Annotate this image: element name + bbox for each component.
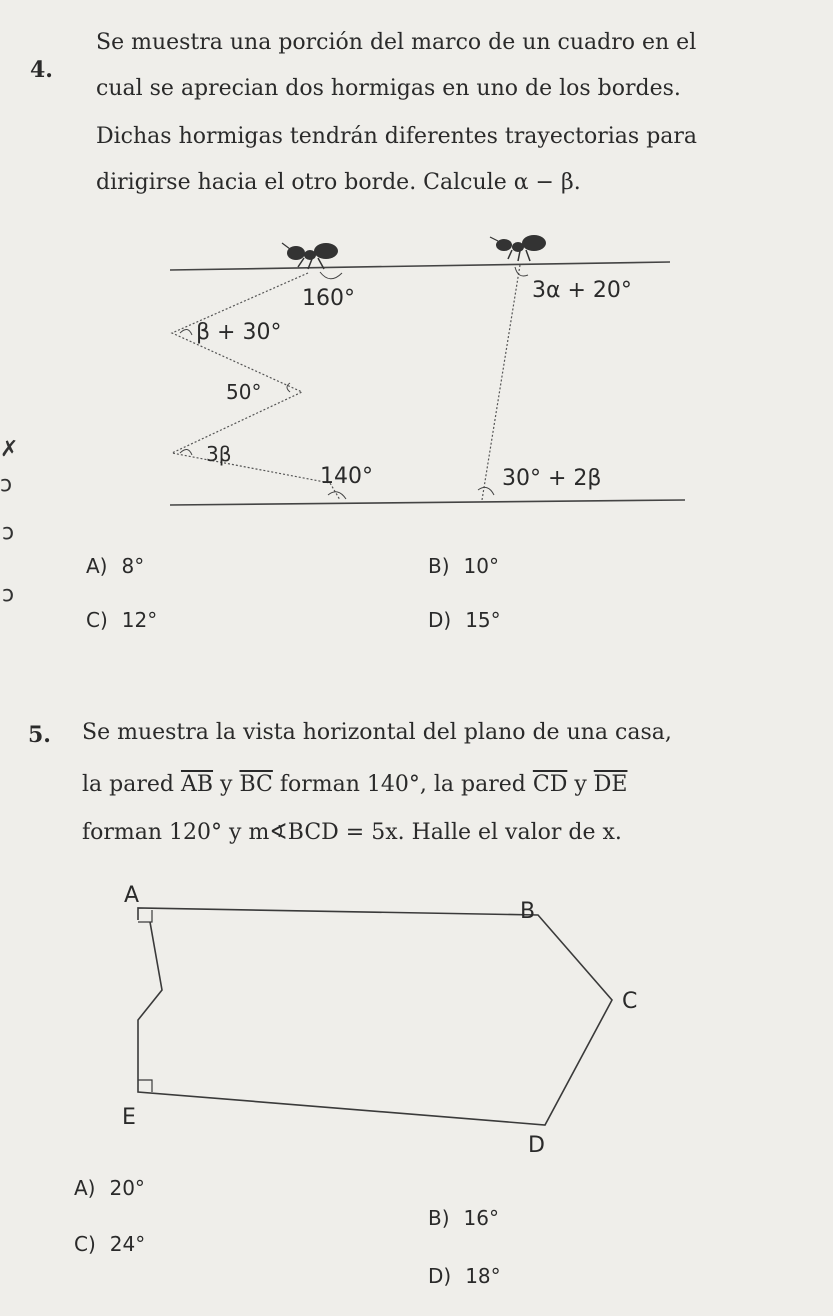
arc-30-2b [478,487,494,495]
q5-text-2: y [213,772,240,797]
vertex-b: B [520,899,536,924]
question-4-line-2: cual se aprecian dos hormigas en uno de los bordes. [96,76,681,101]
q4-option-c[interactable] [86,608,157,632]
segment-bc: $\overline{BC}$ [239,772,273,797]
q4-option-a-letter: A) [86,554,108,578]
arc-140 [328,492,346,499]
vertex-c: C [622,989,638,1014]
margin-mark-1: ͻ [0,472,13,497]
q4-option-b[interactable] [428,554,499,578]
segment-cd: $\overline{CD}$ [532,772,568,797]
q5-text-1: la pared [82,772,181,797]
right-angle-e [138,1080,152,1092]
label-b-plus-30: β + 30° [196,320,282,345]
question-5-line-1: Se muestra la vista horizontal del plano de una casa, [82,720,672,745]
arc-50 [287,383,290,392]
q5-option-c-letter: C) [74,1232,96,1256]
q5-option-c-value: 24° [109,1232,146,1256]
arc-3b [180,449,192,455]
q4-option-d[interactable] [428,608,501,632]
label-30-plus-2b: 30° + 2β [502,466,602,491]
segment-de: $\overline{DE}$ [593,772,628,797]
question-4-line-1: Se muestra una porción del marco de un cuadro en el [96,30,697,55]
question-5-line-2 [82,772,627,797]
q5-option-b[interactable] [428,1206,499,1230]
q4-option-c-letter: C) [86,608,108,632]
left-ant-icon [282,243,338,269]
q5-option-d-letter: D) [428,1264,452,1288]
bottom-edge [170,500,685,505]
arc-3a20 [515,267,528,276]
margin-mark-2: ͻ [2,520,15,545]
question-5-number: 5. [28,722,51,748]
margin-x-mark: ✗ [0,437,19,462]
q4-option-b-value: 10° [463,554,499,578]
q4-option-b-letter: B) [428,554,450,578]
q5-text-3: forman 140°, la pared [272,772,533,797]
segment-ab: $\overline{AB}$ [180,772,214,797]
top-edge [170,262,670,270]
question-4-line-3: Dichas hormigas tendrán diferentes trayectorias para [96,124,698,149]
right-angle-a [138,910,152,922]
q5-option-c[interactable] [74,1232,145,1256]
margin-mark-3: ͻ [2,582,15,607]
vertex-a: A [124,883,140,908]
q5-option-a-value: 20° [109,1176,145,1200]
label-140: 140° [320,464,373,489]
q5-option-d[interactable] [428,1264,501,1288]
arc-160 [320,272,342,279]
q5-text-4: y [567,772,594,797]
label-3b: 3β [206,442,232,466]
q4-option-a-value: 8° [121,554,145,578]
label-160: 160° [302,286,355,311]
label-3a-plus-20: 3α + 20° [532,278,632,303]
question-5-line-3: forman 120° y m∢BCD = 5x. Halle el valor de x. [82,820,622,845]
vertex-d: D [528,1133,545,1158]
question-4-number: 4. [30,57,53,83]
q4-option-c-value: 12° [121,608,158,632]
q5-option-d-value: 18° [465,1264,501,1288]
q4-option-d-value: 15° [465,608,501,632]
question-4-line-4: dirigirse hacia el otro borde. Calcule α − β. [96,170,581,195]
q4-option-a[interactable] [86,554,144,578]
q4-option-d-letter: D) [428,608,452,632]
arc-b30 [180,329,192,335]
house-walls [138,908,612,1125]
label-50: 50° [226,380,262,404]
ants-frame-figure [0,215,833,515]
house-plan-figure [0,870,833,1160]
right-ant-path [482,265,520,500]
right-ant-icon [490,235,546,261]
q5-option-b-value: 16° [463,1206,499,1230]
q5-option-a[interactable] [74,1176,145,1200]
q5-option-a-letter: A) [74,1176,96,1200]
q5-option-b-letter: B) [428,1206,450,1230]
vertex-e: E [122,1105,136,1130]
